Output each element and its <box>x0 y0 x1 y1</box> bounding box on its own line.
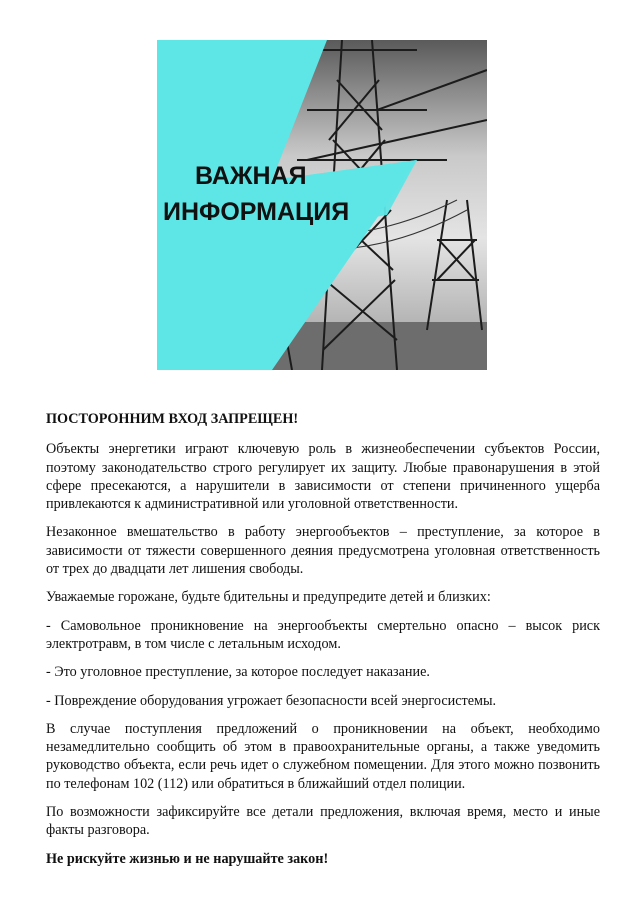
banner-title-line1: ВАЖНАЯ <box>195 162 307 190</box>
document-body <box>46 410 600 878</box>
paragraph: В случае поступления предложений о проникновении на объект, необходимо незамедлительно сообщить об этом в правоохранительные органы, а также уведомить руководство объекта, если речь идет о служебном помещении. Для этого можно позвонить по телефонам 102 (112) или обратиться в ближайший отдел полиции. <box>46 720 600 792</box>
paragraph: - Повреждение оборудования угрожает безопасности всей энергосистемы. <box>46 692 497 709</box>
banner-title-line2: ИНФОРМАЦИЯ <box>163 198 350 226</box>
document-heading: ПОСТОРОННИМ ВХОД ЗАПРЕЩЕН! <box>46 411 299 427</box>
paragraph: Объекты энергетики играют ключевую роль в жизнеобеспечении субъектов России, поэтому законодательство строго регулирует их защиту. Любые правонарушения в этой сфере пресекаются, а нарушители в зависимости от степени причиненного ущерба привлекаются к административной или уголовной ответственности. <box>46 441 600 513</box>
paragraph: - Самовольное проникновение на энергообъекты смертельно опасно – высок риск электротравм, в том числе с летальным исходом. <box>46 617 600 652</box>
paragraph: По возможности зафиксируйте все детали предложения, включая время, место и иные факты разговора. <box>46 804 600 839</box>
paragraph: - Это уголовное преступление, за которое последует наказание. <box>46 664 430 681</box>
paragraph: Незаконное вмешательство в работу энергообъектов – преступление, за которое в зависимости от тяжести совершенного деяния предусмотрена уголовная ответственность от трех до двадцати лет лишения свободы. <box>46 524 600 578</box>
banner-image <box>157 40 487 370</box>
power-line-tower-icon <box>157 40 487 370</box>
paragraph: Уважаемые горожане, будьте бдительны и предупредите детей и близких: <box>46 589 491 606</box>
closing-text: Не рискуйте жизнью и не нарушайте закон! <box>46 850 329 867</box>
